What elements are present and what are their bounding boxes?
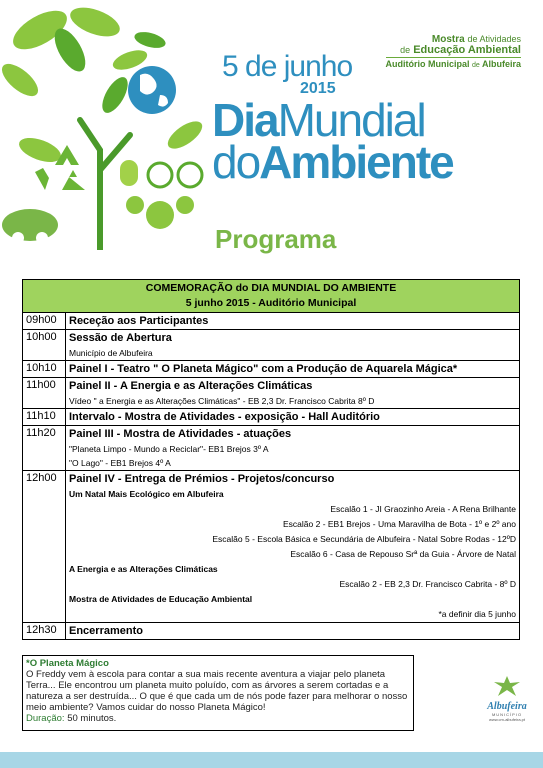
row-time: 12h00 bbox=[23, 471, 66, 623]
table-row bbox=[23, 623, 520, 640]
title-mundial: Mundial bbox=[277, 94, 425, 146]
sun-icon bbox=[126, 196, 194, 229]
row-time: 09h00 bbox=[23, 313, 66, 330]
auditorio-place: Albufeira bbox=[481, 59, 521, 69]
table-row bbox=[23, 313, 520, 330]
row-title: Receção aos Participantes bbox=[69, 315, 209, 327]
car-icon bbox=[2, 209, 58, 241]
note-title: *O Planeta Mágico bbox=[26, 658, 109, 669]
row-time: 11h10 bbox=[23, 409, 66, 426]
row-title: Painel I - Teatro " O Planeta Mágico" com a Produção de Aquarela Mágica* bbox=[69, 363, 458, 375]
star-logo-icon bbox=[492, 676, 522, 696]
note-body: O Freddy vem à escola para contar a sua mais recente aventura a viajar pelo planeta Terra... Ele encontrou um planeta muito poluído, com as árvores a serem cortadas e a natureza a ser destruída... O que é que cada um de nós pode fazer para melhorar o nosso meio ambiente? Vamos cuidar do nosso Planeta Mágico! bbox=[26, 669, 408, 713]
table-row bbox=[23, 330, 520, 361]
event-date: 5 de junho bbox=[222, 50, 353, 83]
row-title: Painel II - A Energia e as Alterações Climáticas bbox=[69, 380, 313, 392]
title-line2 bbox=[212, 138, 453, 186]
row-time: 11h00 bbox=[23, 378, 66, 409]
event-subtitle bbox=[386, 34, 522, 71]
award-category: Um Natal Mais Ecológico em Albufeira bbox=[69, 489, 224, 499]
duration-value: 50 minutos. bbox=[67, 713, 117, 724]
title-do: do bbox=[212, 136, 260, 188]
row-sub: Vídeo " a Energia e as Alterações Climáticas" - EB 2,3 Dr. Francisco Cabrita 8º D bbox=[69, 396, 375, 406]
eco-illustration bbox=[0, 0, 215, 250]
row-sub: "O Lago" - EB1 Brejos 4º A bbox=[69, 458, 171, 468]
mostra-line2: Educação Ambiental bbox=[413, 44, 521, 56]
table-row bbox=[23, 378, 520, 409]
logo-sub: MUNICÍPIO bbox=[491, 712, 523, 717]
albufeira-logo bbox=[482, 676, 532, 722]
schedule-table bbox=[22, 279, 520, 640]
row-time: 10h00 bbox=[23, 330, 66, 361]
table-row bbox=[23, 409, 520, 426]
table-header-row bbox=[23, 280, 520, 313]
award-entry: *a definir dia 5 junho bbox=[438, 609, 516, 619]
mostra-rest: de Atividades bbox=[467, 34, 521, 44]
mostra-de: de bbox=[400, 45, 411, 55]
title-dia: Dia bbox=[212, 94, 278, 146]
award-entry: Escalão 1 - JI Graozinho Areia - A Rena Brilhante bbox=[330, 504, 516, 514]
award-entry: Escalão 6 - Casa de Repouso Srª da Guia - Árvore de Natal bbox=[290, 549, 516, 559]
award-category: Mostra de Atividades de Educação Ambiental bbox=[69, 594, 253, 604]
row-time: 11h20 bbox=[23, 426, 66, 471]
header-line2: 5 junho 2015 - Auditório Municipal bbox=[185, 297, 357, 309]
table-header bbox=[23, 280, 520, 313]
header-line1: COMEMORAÇÃO do DIA MUNDIAL DO AMBIENTE bbox=[145, 282, 397, 294]
row-title: Intervalo - Mostra de Atividades - exposição - Hall Auditório bbox=[69, 411, 380, 423]
bottom-bar bbox=[0, 752, 543, 768]
table-row bbox=[23, 361, 520, 378]
duration-label: Duração: bbox=[26, 713, 65, 724]
award-entry: Escalão 2 - EB1 Brejos - Uma Maravilha de Bota - 1º e 2º ano bbox=[283, 519, 516, 529]
row-title: Sessão de Abertura bbox=[69, 332, 172, 344]
logo-url: www.cm-albufeira.pt bbox=[488, 717, 525, 722]
row-title: Painel IV - Entrega de Prémios - Projetos/concurso bbox=[69, 473, 335, 485]
logo-name: Albufeira bbox=[487, 701, 527, 712]
event-year: 2015 bbox=[300, 80, 336, 97]
lightbulb-icon bbox=[120, 160, 138, 186]
award-category: A Energia e as Alterações Climáticas bbox=[69, 564, 218, 574]
row-title: Painel III - Mostra de Atividades - atuações bbox=[69, 428, 292, 440]
table-row bbox=[23, 471, 520, 623]
award-entry: Escalão 2 - EB 2,3 Dr. Francisco Cabrita - 8º D bbox=[339, 579, 516, 589]
table-row bbox=[23, 426, 520, 471]
row-time: 12h30 bbox=[23, 623, 66, 640]
auditorio-de: de bbox=[472, 62, 480, 69]
bicycle-icon bbox=[148, 163, 202, 187]
auditorio: Auditório Municipal bbox=[385, 59, 470, 69]
row-sub: "Planeta Limpo - Mundo a Reciclar"- EB1 Brejos 3º A bbox=[69, 444, 269, 454]
programa-heading: Programa bbox=[215, 224, 337, 254]
award-entry: Escalão 5 - Escola Básica e Secundária de Albufeira - Natal Sobre Rodas - 12ºD bbox=[212, 534, 516, 544]
mostra-word: Mostra bbox=[431, 34, 465, 45]
row-time: 10h10 bbox=[23, 361, 66, 378]
row-title: Encerramento bbox=[69, 625, 143, 637]
note-box bbox=[22, 655, 414, 731]
row-sub: Município de Albufeira bbox=[69, 348, 153, 358]
title-ambiente: Ambiente bbox=[259, 136, 453, 188]
